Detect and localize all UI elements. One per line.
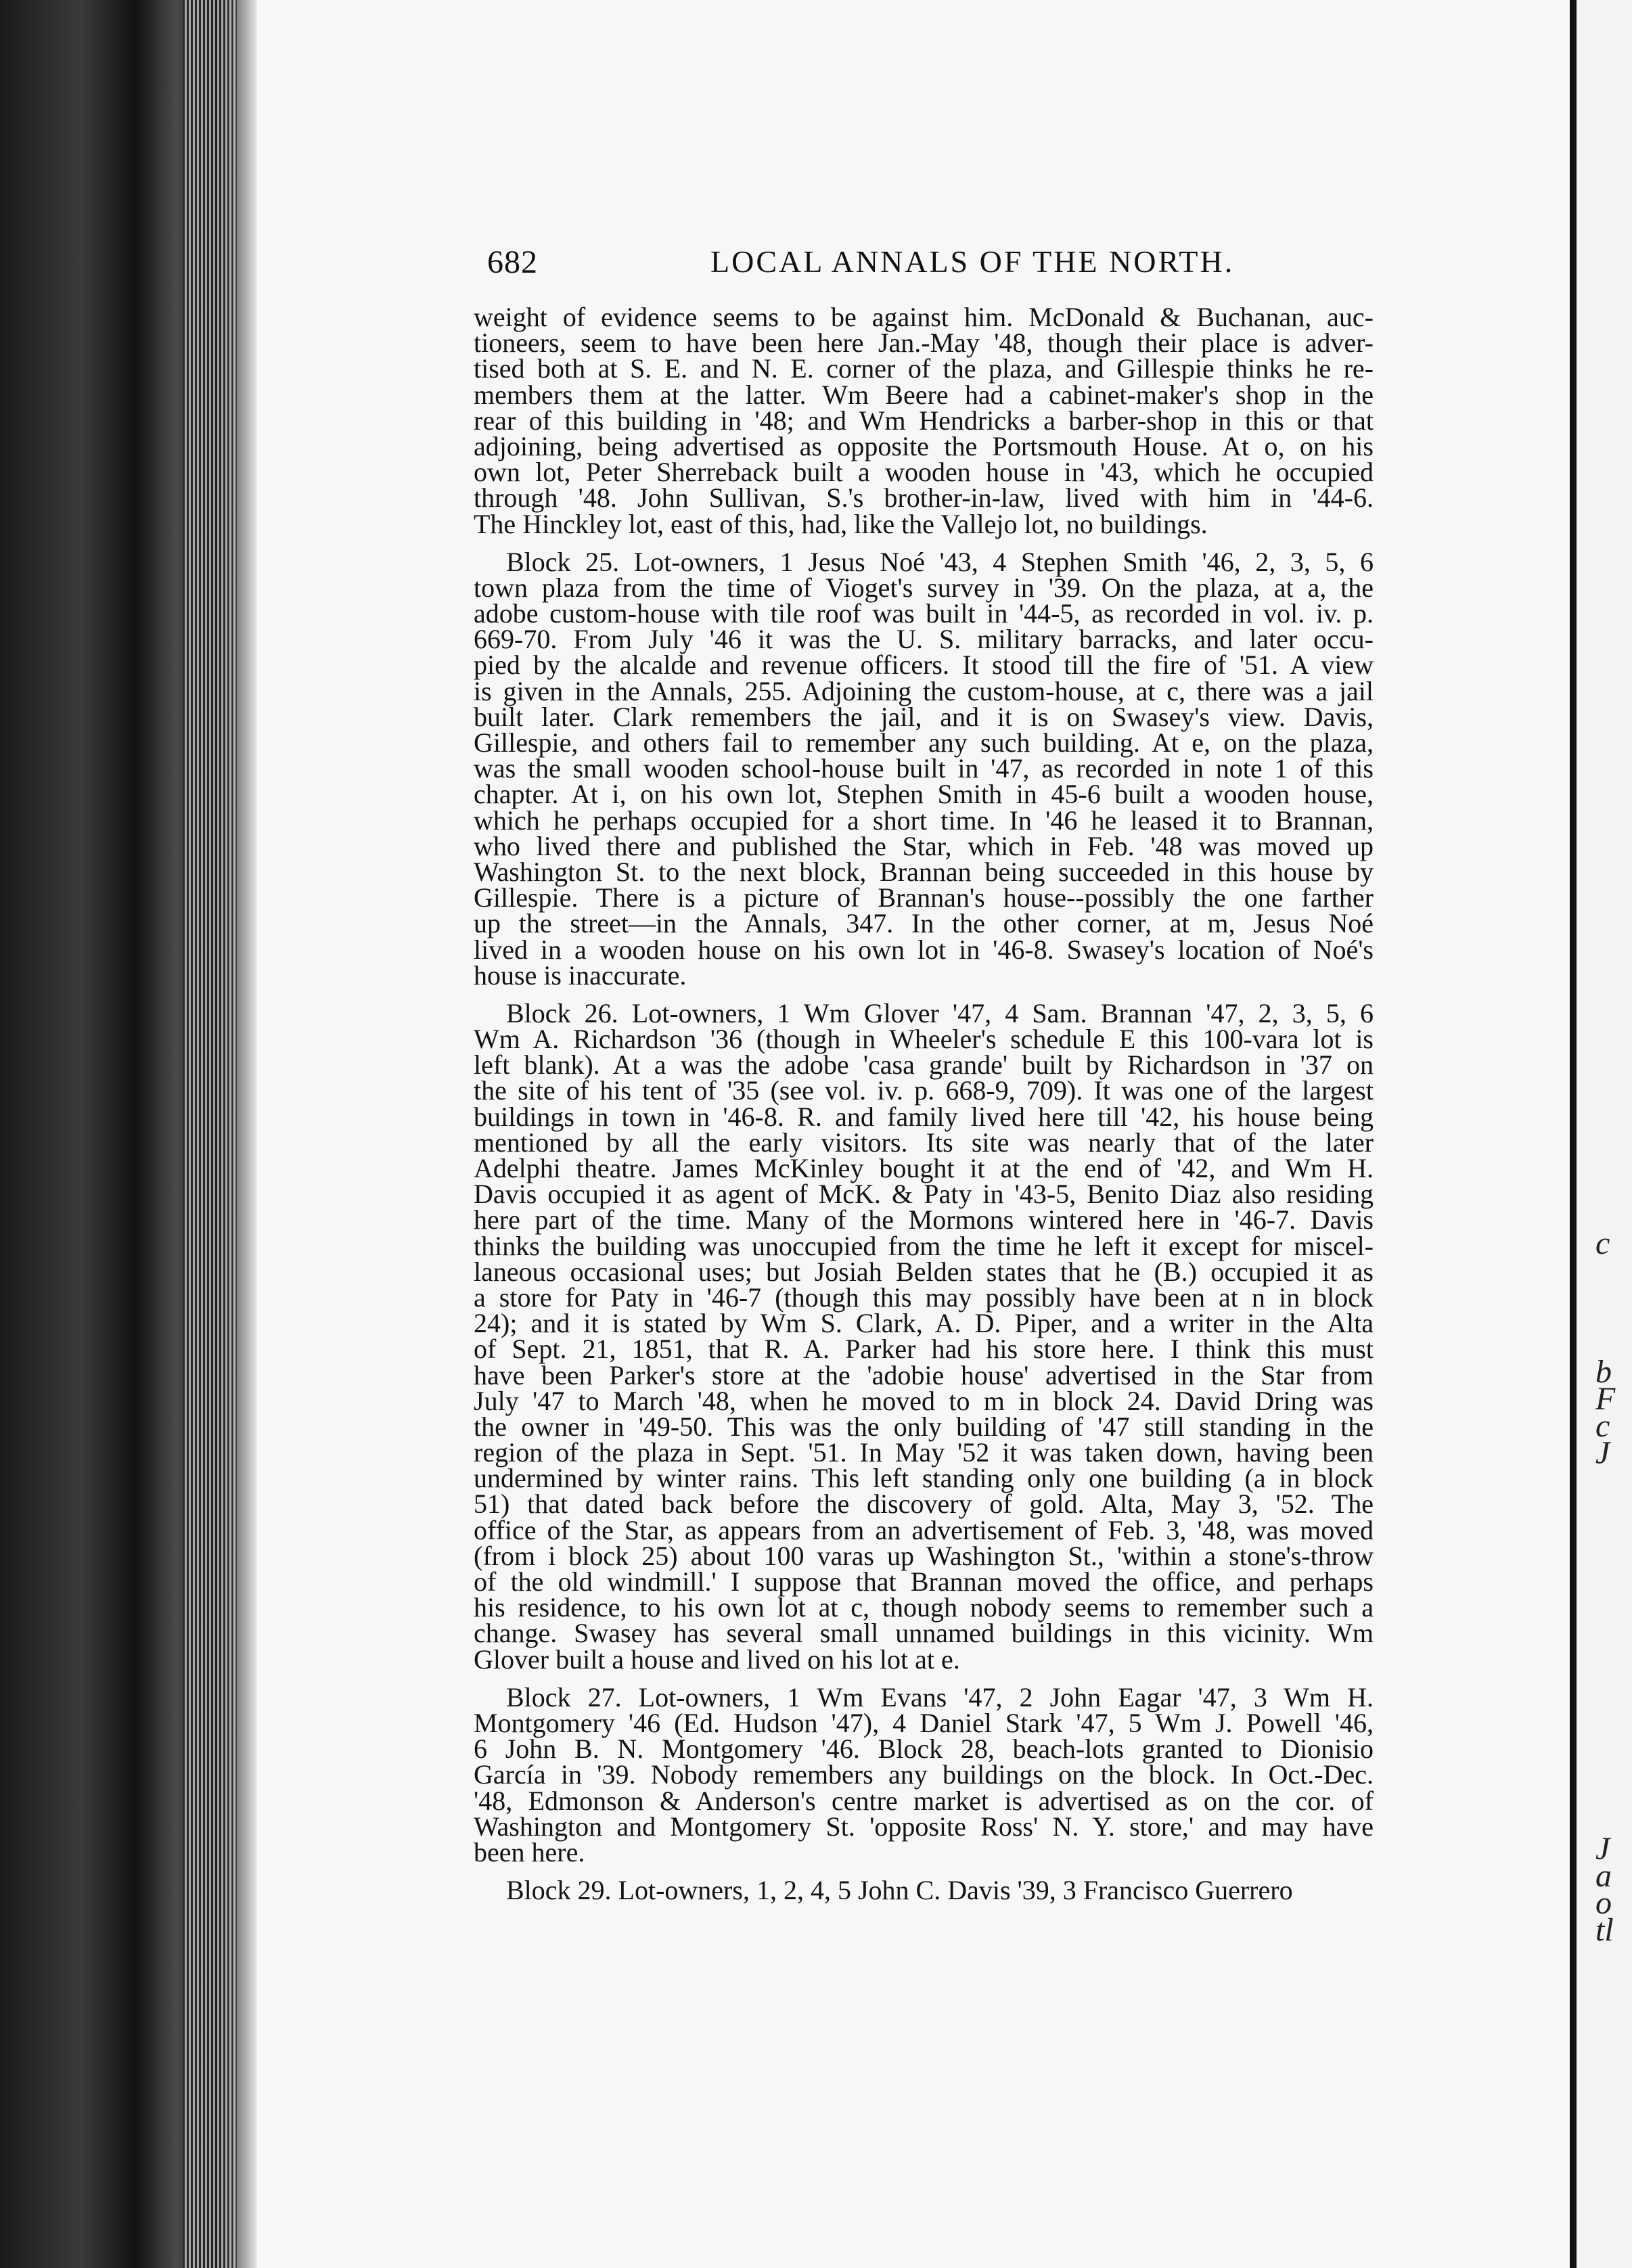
text-line: the site of his tent of '35 (see vol. iv. p. 668-9, 709). It was one of the largest xyxy=(474,1075,1374,1106)
text-line: pied by the alcalde and revenue officers. It stood till the fire of '51. A view xyxy=(474,650,1374,681)
text-line: house is inaccurate. xyxy=(474,959,687,991)
text-line: left blank). At a was the adobe 'casa grande' built by Richardson in '37 on xyxy=(474,1049,1374,1081)
text-line: rear of this building in '48; and Wm Hendricks a barber-shop in this or that xyxy=(474,405,1374,436)
facing-page-fragment: c xyxy=(1595,1225,1610,1261)
text-line: chapter. At i, on his own lot, Stephen Smith in 45-6 built a wooden house, xyxy=(474,779,1374,810)
text-line: own lot, Peter Sherreback built a wooden house in '43, which he occupied xyxy=(474,457,1374,488)
text-line: change. Swasey has several small unnamed buildings in this vicinity. Wm xyxy=(474,1618,1374,1649)
paragraph xyxy=(474,546,1374,991)
text-line: of the old windmill.' I suppose that Brannan moved the office, and perhaps xyxy=(474,1566,1374,1597)
text-line: buildings in town in '46-8. R. and family lived here till '42, his house being xyxy=(474,1101,1374,1132)
text-line: Gillespie, and others fail to remember any such building. At e, on the plaza, xyxy=(474,727,1374,758)
text-line: García in '39. Nobody remembers any buildings on the block. In Oct.-Dec. xyxy=(474,1759,1374,1790)
facing-page-fragment: o xyxy=(1595,1885,1612,1921)
text-line: Block 27. Lot-owners, 1 Wm Evans '47, 2 John Eagar '47, 3 Wm H. xyxy=(506,1681,1374,1713)
text-line: tised both at S. E. and N. E. corner of the plaza, and Gillespie thinks he re- xyxy=(474,353,1374,384)
text-line: lived in a wooden house on his own lot in '46-8. Swasey's location of Noé's xyxy=(474,934,1374,965)
text-line: Washington and Montgomery St. 'opposite Ross' N. Y. store,' and may have xyxy=(474,1811,1374,1842)
text-line: is given in the Annals, 255. Adjoining the custom-house, at c, there was a jail xyxy=(474,675,1374,706)
text-line: of Sept. 21, 1851, that R. A. Parker had his store here. I think this must xyxy=(474,1334,1374,1365)
text-line: July '47 to March '48, when he moved to m in block 24. David Dring was xyxy=(474,1385,1374,1416)
facing-page-fragment: c xyxy=(1595,1408,1610,1444)
text-line: laneous occasional uses; but Josiah Belden states that he (B.) occupied it as xyxy=(474,1256,1374,1287)
text-line: through '48. John Sullivan, S.'s brother-in-law, lived with him in '44-6. xyxy=(474,482,1374,514)
text-line: Adelphi theatre. James McKinley bought it at the end of '42, and Wm H. xyxy=(474,1153,1374,1183)
text-line: (from i block 25) about 100 varas up Washington St., 'within a stone's-throw xyxy=(474,1540,1374,1571)
text-line: Glover built a house and lived on his lot at e. xyxy=(474,1643,960,1675)
text-line: which he perhaps occupied for a short time. In '46 he leased it to Brannan, xyxy=(474,804,1374,836)
paragraph xyxy=(474,1681,1374,1867)
text-line: Washington St. to the next block, Brannan being succeeded in this house by xyxy=(474,856,1374,887)
text-line: weight of evidence seems to be against him. McDonald & Buchanan, auc- xyxy=(474,302,1374,332)
text-line: The Hinckley lot, east of this, had, like the Vallejo lot, no buildings. xyxy=(474,508,1208,539)
text-line: thinks the building was unoccupied from the time he left it except for miscel- xyxy=(474,1230,1374,1261)
text-line: 6 John B. N. Montgomery '46. Block 28, beach-lots granted to Dionisio xyxy=(474,1733,1374,1765)
page-number: 682 xyxy=(487,244,538,280)
text-line: region of the plaza in Sept. '51. In May '52 it was taken down, having been xyxy=(474,1437,1374,1468)
paragraph xyxy=(474,304,1374,537)
text-line: been here. xyxy=(474,1836,585,1867)
text-line: members them at the latter. Wm Beere had a cabinet-maker's shop in the xyxy=(474,379,1374,410)
page-header xyxy=(487,244,1387,291)
text-line: Block 25. Lot-owners, 1 Jesus Noé '43, 4 Stephen Smith '46, 2, 3, 5, 6 xyxy=(506,546,1374,577)
text-line: Gillespie. There is a picture of Brannan's house--possibly the one farther xyxy=(474,882,1374,913)
paragraph xyxy=(474,1875,1374,1906)
paragraph xyxy=(474,997,1374,1675)
text-line: 669-70. From July '46 it was the U. S. military barracks, and later occu- xyxy=(474,624,1374,655)
page-edges xyxy=(183,0,237,2268)
text-line: Block 26. Lot-owners, 1 Wm Glover '47, 4 Sam. Brannan '47, 2, 3, 5, 6 xyxy=(506,997,1374,1028)
text-line: adobe custom-house with tile roof was built in '44-5, as recorded in vol. iv. p. xyxy=(474,598,1374,629)
text-line: Block 29. Lot-owners, 1, 2, 4, 5 John C. Davis '39, 3 Francisco Guerrero xyxy=(506,1875,1293,1906)
text-line: Montgomery '46 (Ed. Hudson '47), 4 Daniel Stark '47, 5 Wm J. Powell '46, xyxy=(474,1707,1374,1738)
text-line: who lived there and published the Star, which in Feb. '48 was moved up xyxy=(474,830,1374,861)
text-line: have been Parker's store at the 'adobie house' advertised in the Star from xyxy=(474,1359,1374,1390)
facing-page-fragment: a xyxy=(1595,1858,1612,1894)
text-line: adjoining, being advertised as opposite the Portsmouth House. At o, on his xyxy=(474,430,1374,461)
text-line: built later. Clark remembers the jail, and it is on Swasey's view. Davis, xyxy=(474,701,1374,732)
facing-page-fragment: J xyxy=(1595,1831,1610,1867)
text-line: tioneers, seem to have been here Jan.-May '48, though their place is adver- xyxy=(474,327,1374,359)
text-line: was the small wooden school-house built in '47, as recorded in note 1 of this xyxy=(474,753,1374,784)
facing-page-edge xyxy=(1570,0,1632,2268)
facing-page-fragment: tl xyxy=(1595,1912,1614,1948)
text-line: '48, Edmonson & Anderson's centre market is advertised as on the cor. of xyxy=(474,1785,1374,1816)
text-line: his residence, to his own lot at c, though nobody seems to remember such a xyxy=(474,1592,1374,1623)
text-line: 24); and it is stated by Wm S. Clark, A. D. Piper, and a writer in the Alta xyxy=(474,1308,1374,1339)
text-line: town plaza from the time of Vioget's survey in '39. On the plaza, at a, the xyxy=(474,572,1374,603)
facing-page-fragment: b xyxy=(1595,1354,1612,1390)
running-head: LOCAL ANNALS OF THE NORTH. xyxy=(710,244,1235,279)
text-line: office of the Star, as appears from an advertisement of Feb. 3, '48, was moved xyxy=(474,1514,1374,1545)
text-line: a store for Paty in '46-7 (though this may possibly have been at n in block xyxy=(474,1282,1374,1313)
body-text xyxy=(474,302,1374,1906)
text-line: up the street—in the Annals, 347. In the other corner, at m, Jesus Noé xyxy=(474,908,1374,939)
facing-page-fragment: J xyxy=(1595,1435,1610,1471)
facing-page-fragment: F xyxy=(1595,1381,1616,1417)
text-line: here part of the time. Many of the Mormons wintered here in '46-7. Davis xyxy=(474,1204,1374,1235)
text-line: the owner in '49-50. This was the only building of '47 still standing in the xyxy=(474,1411,1374,1442)
text-line: Davis occupied it as agent of McK. & Paty in '43-5, Benito Diaz also residing xyxy=(474,1179,1374,1210)
text-line: mentioned by all the early visitors. Its site was nearly that of the later xyxy=(474,1127,1374,1158)
text-line: undermined by winter rains. This left standing only one building (a in block xyxy=(474,1463,1374,1494)
text-line: 51) that dated back before the discovery of gold. Alta, May 3, '52. The xyxy=(474,1489,1374,1520)
text-line: Wm A. Richardson '36 (though in Wheeler's schedule E this 100-vara lot is xyxy=(474,1024,1374,1055)
